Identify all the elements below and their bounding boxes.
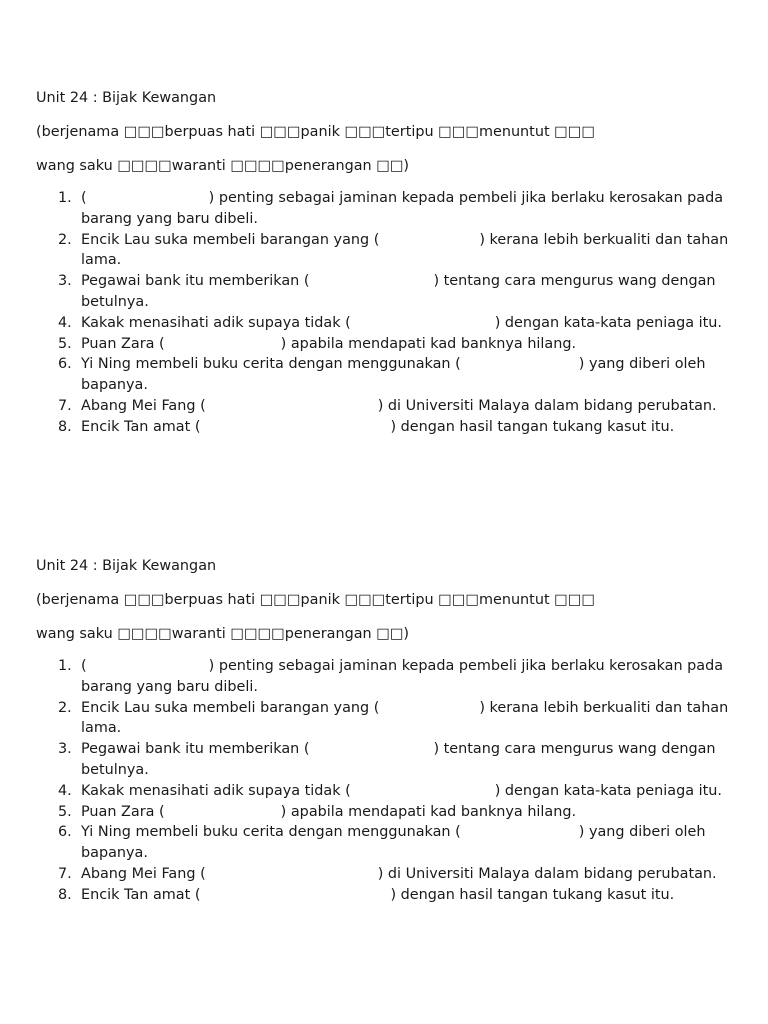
question-number: 1. <box>58 658 72 674</box>
question-number: 5. <box>58 803 72 820</box>
question-number: 6. <box>58 356 72 373</box>
word-bank-line-1: (berjenama □□□berpuas hati □□□panik □□□tertipu □□□menuntut □□□ <box>36 592 595 608</box>
question-item <box>36 230 736 272</box>
question-item <box>36 781 736 802</box>
question-text-before: Puan Zara ( <box>81 803 165 820</box>
question-text-before: Yi Ning membeli buku cerita dengan menggunakan ( <box>81 356 461 373</box>
question-number: 8. <box>58 886 72 903</box>
question-text-before: Pegawai bank itu memberikan ( <box>81 273 310 290</box>
worksheet-title: Unit 24 : Bijak Kewangan <box>36 558 217 574</box>
question-text-after: ) kerana lebih berkualiti dan tahan lama. <box>81 231 729 269</box>
question-number: 2. <box>58 699 72 716</box>
question-text-before: Yi Ning membeli buku cerita dengan menggunakan ( <box>81 824 461 841</box>
worksheet <box>36 88 736 438</box>
question-item <box>36 354 736 396</box>
question-text-after: ) tentang cara mengurus wang dengan betulnya. <box>81 273 716 310</box>
question-item <box>36 739 736 781</box>
question-text-before: Encik Lau suka membeli barangan yang ( <box>81 231 380 248</box>
question-number: 5. <box>58 335 72 352</box>
question-item <box>36 656 736 698</box>
question-list <box>36 188 736 438</box>
question-text-after: ) dengan kata-kata peniaga itu. <box>494 782 722 799</box>
question-text-after: ) apabila mendapati kad banknya hilang. <box>280 803 577 820</box>
question-item <box>36 188 736 230</box>
question-text-after: ) tentang cara mengurus wang dengan betulnya. <box>81 741 716 778</box>
question-list <box>36 656 736 906</box>
question-text-before: Encik Tan amat ( <box>81 886 201 903</box>
question-item <box>36 271 736 313</box>
question-number: 6. <box>58 824 72 841</box>
question-number: 7. <box>58 397 72 414</box>
question-item <box>36 313 736 334</box>
question-text-after: ) dengan hasil tangan tukang kasut itu. <box>390 418 675 435</box>
worksheet-title: Unit 24 : Bijak Kewangan <box>36 90 217 106</box>
question-text-after: ) di Universiti Malaya dalam bidang perubatan. <box>377 397 717 414</box>
question-text-before: ( <box>81 658 87 674</box>
question-text-before: Puan Zara ( <box>81 335 165 352</box>
question-text-before: Abang Mei Fang ( <box>81 397 206 414</box>
worksheet <box>36 556 736 906</box>
question-number: 3. <box>58 273 72 290</box>
question-text-after: ) dengan hasil tangan tukang kasut itu. <box>390 886 675 903</box>
question-item <box>36 396 736 417</box>
question-text-after: ) kerana lebih berkualiti dan tahan lama. <box>81 699 729 737</box>
question-text-before: Encik Tan amat ( <box>81 418 201 435</box>
question-item <box>36 334 736 355</box>
question-item <box>36 885 736 906</box>
question-number: 7. <box>58 865 72 882</box>
question-text-after: ) dengan kata-kata peniaga itu. <box>494 314 722 331</box>
question-number: 1. <box>58 190 72 206</box>
question-text-after: ) yang diberi oleh bapanya. <box>81 356 706 394</box>
question-text-after: ) yang diberi oleh bapanya. <box>81 824 706 862</box>
question-text-before: ( <box>81 190 87 206</box>
question-number: 4. <box>58 782 72 799</box>
question-text-after: ) di Universiti Malaya dalam bidang perubatan. <box>377 865 717 882</box>
question-text-after: ) penting sebagai jaminan kepada pembeli jika berlaku kerosakan pada barang yang baru dibeli. <box>81 658 724 695</box>
question-item <box>36 864 736 885</box>
question-item <box>36 698 736 740</box>
word-bank-line-1: (berjenama □□□berpuas hati □□□panik □□□tertipu □□□menuntut □□□ <box>36 124 595 140</box>
word-bank-line-2: wang saku □□□□waranti □□□□penerangan □□) <box>36 158 410 174</box>
word-bank-line-2: wang saku □□□□waranti □□□□penerangan □□) <box>36 626 410 642</box>
question-text-after: ) penting sebagai jaminan kepada pembeli jika berlaku kerosakan pada barang yang baru dibeli. <box>81 190 724 227</box>
question-number: 4. <box>58 314 72 331</box>
question-text-after: ) apabila mendapati kad banknya hilang. <box>280 335 577 352</box>
question-text-before: Abang Mei Fang ( <box>81 865 206 882</box>
question-number: 8. <box>58 418 72 435</box>
question-item <box>36 417 736 438</box>
question-text-before: Pegawai bank itu memberikan ( <box>81 741 310 758</box>
question-text-before: Kakak menasihati adik supaya tidak ( <box>81 314 351 331</box>
question-text-before: Kakak menasihati adik supaya tidak ( <box>81 782 351 799</box>
question-item <box>36 802 736 823</box>
question-text-before: Encik Lau suka membeli barangan yang ( <box>81 699 380 716</box>
question-number: 3. <box>58 741 72 758</box>
question-number: 2. <box>58 231 72 248</box>
question-item <box>36 822 736 864</box>
